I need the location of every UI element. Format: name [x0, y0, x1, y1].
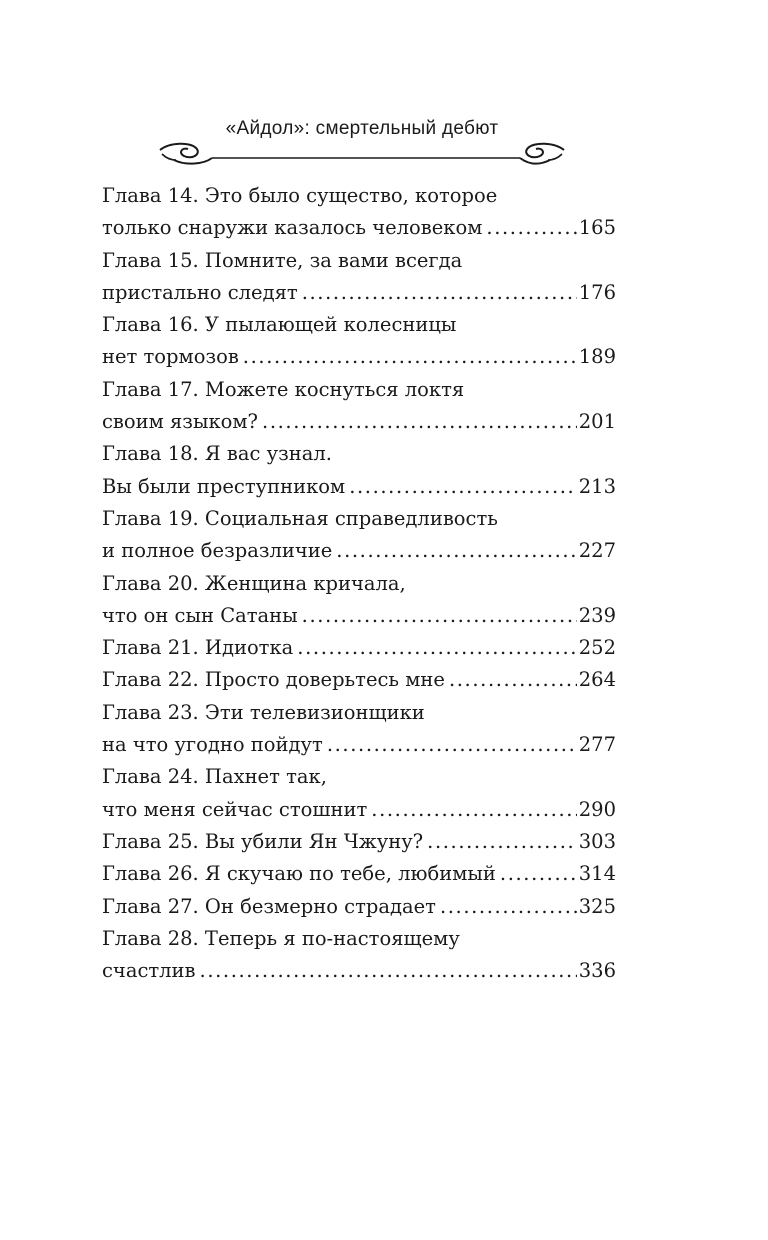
- toc-entry-title: Глава 26. Я скучаю по тебе, любимый: [102, 862, 496, 886]
- toc-entry-title: Глава 23. Эти телевизионщики: [102, 700, 425, 724]
- toc-page-number: 239: [578, 603, 616, 627]
- toc-entry-title-line: [102, 568, 616, 600]
- toc-page-number: 201: [578, 410, 616, 434]
- toc-page-number: 264: [578, 668, 616, 692]
- toc-entry[interactable]: [102, 212, 616, 244]
- toc-entry-title: Вы были преступником: [102, 474, 346, 498]
- toc-entry-title: своим языком?: [102, 410, 259, 434]
- toc-dot-leader: [302, 277, 577, 309]
- toc-dot-leader: [349, 471, 577, 503]
- toc-entry[interactable]: [102, 729, 616, 761]
- toc-entry-title: Глава 22. Просто доверьтесь мне: [102, 668, 445, 692]
- toc-entry-title: Глава 20. Женщина кричала,: [102, 571, 406, 595]
- toc-entry[interactable]: [102, 794, 616, 826]
- toc-entry[interactable]: [102, 600, 616, 632]
- toc-page-number: 314: [578, 862, 616, 886]
- toc-entry-title: только снаружи казалось человеком: [102, 216, 483, 240]
- toc-entry[interactable]: [102, 406, 616, 438]
- toc-entry-title: пристально следят: [102, 280, 298, 304]
- toc-entry-title-line: [102, 309, 616, 341]
- toc-entry[interactable]: [102, 858, 616, 890]
- toc-entry[interactable]: [102, 632, 616, 664]
- toc-entry-title: Глава 21. Идиотка: [102, 636, 294, 660]
- toc-entry[interactable]: [102, 664, 616, 696]
- toc-page-number: 189: [578, 345, 616, 369]
- toc-dot-leader: [262, 406, 577, 438]
- toc-entry-title-line: [102, 503, 616, 535]
- toc-entry[interactable]: [102, 471, 616, 503]
- toc-entry-title-line: [102, 438, 616, 470]
- toc-entry-title: Глава 27. Он безмерно страдает: [102, 894, 436, 918]
- toc-entry[interactable]: [102, 535, 616, 567]
- toc-page-number: 165: [578, 216, 616, 240]
- toc-dot-leader: [486, 212, 576, 244]
- toc-dot-leader: [427, 826, 577, 858]
- toc-entry-title: Глава 14. Это было существо, которое: [102, 184, 498, 207]
- toc-entry-title-line: [102, 180, 616, 212]
- toc-dot-leader: [302, 600, 577, 632]
- toc-page-number: 325: [578, 894, 616, 918]
- toc-entry-title: Глава 18. Я вас узнал.: [102, 442, 332, 466]
- toc-page-number: 227: [578, 539, 616, 563]
- toc-page-number: 290: [578, 797, 616, 821]
- toc-entry-title: на что угодно пойдут: [102, 733, 323, 757]
- toc-page-number: 277: [578, 733, 616, 757]
- running-header: [152, 112, 572, 172]
- toc-entry-title: Глава 25. Вы убили Ян Чжуну?: [102, 829, 424, 853]
- toc-entry-title-line: [102, 245, 616, 277]
- toc-entry-title: Глава 17. Можете коснуться локтя: [102, 377, 465, 401]
- toc-page-number: 303: [578, 829, 616, 853]
- toc-entry-title: и полное безразличие: [102, 539, 333, 563]
- toc-entry[interactable]: [102, 341, 616, 373]
- toc-entry-title-line: [102, 761, 616, 793]
- toc-entry-title-line: [102, 923, 616, 955]
- toc-entry-title-line: [102, 697, 616, 729]
- toc-page-number: 213: [578, 474, 616, 498]
- toc-page-number: 252: [578, 636, 616, 660]
- toc-dot-leader: [297, 632, 576, 664]
- toc-page-number: 176: [578, 280, 616, 304]
- toc-dot-leader: [449, 664, 577, 696]
- toc-entry-title-line: [102, 374, 616, 406]
- toc-dot-leader: [336, 535, 576, 567]
- table-of-contents: [102, 180, 616, 987]
- toc-dot-leader: [327, 729, 577, 761]
- toc-entry-title: счастлив: [102, 959, 196, 983]
- toc-dot-leader: [371, 794, 576, 826]
- toc-entry[interactable]: [102, 277, 616, 309]
- toc-entry-title: Глава 28. Теперь я по-настоящему: [102, 926, 460, 950]
- toc-entry-title: Глава 24. Пахнет так,: [102, 765, 327, 789]
- toc-entry-title: Глава 16. У пылающей колесницы: [102, 313, 457, 337]
- flourish-ornament-icon: [152, 136, 572, 166]
- toc-entry-title: Глава 19. Социальная справедливость: [102, 506, 498, 530]
- toc-entry[interactable]: [102, 891, 616, 923]
- toc-entry-title: нет тормозов: [102, 345, 239, 369]
- toc-dot-leader: [440, 891, 577, 923]
- toc-dot-leader: [200, 955, 577, 987]
- header-title: «Айдол»: смертельный дебют: [225, 118, 499, 139]
- toc-dot-leader: [500, 858, 577, 890]
- toc-page-number: 336: [578, 959, 616, 983]
- toc-entry[interactable]: [102, 955, 616, 987]
- toc-entry-title: что он сын Сатаны: [102, 603, 298, 627]
- toc-dot-leader: [243, 341, 577, 373]
- toc-entry-title: что меня сейчас стошнит: [102, 797, 368, 821]
- toc-entry[interactable]: [102, 826, 616, 858]
- toc-entry-title: Глава 15. Помните, за вами всегда: [102, 248, 463, 272]
